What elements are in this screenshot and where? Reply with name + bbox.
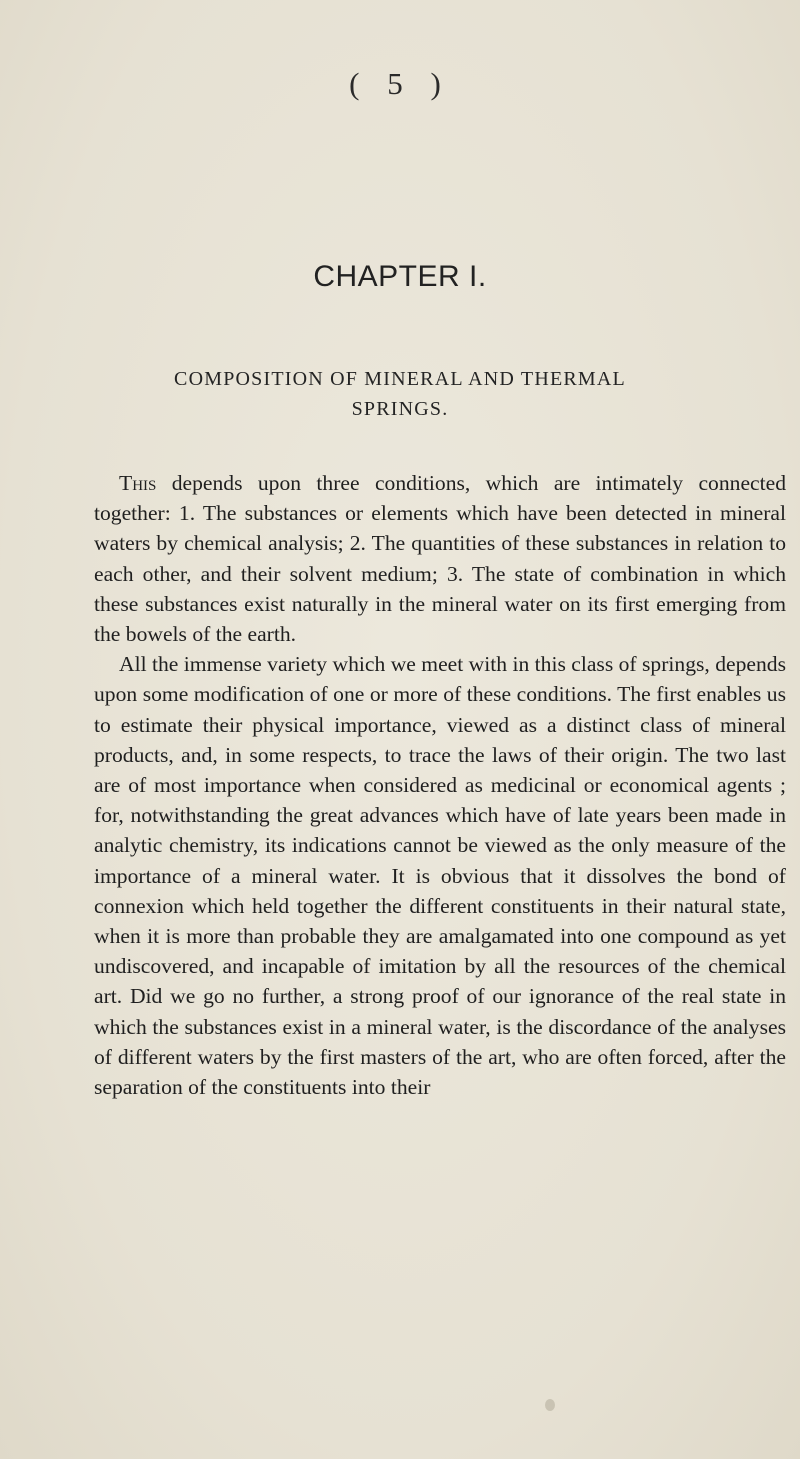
page-number: ( 5 ) bbox=[349, 66, 451, 101]
paper-speck bbox=[545, 1399, 555, 1411]
section-title-line-2: SPRINGS. bbox=[351, 398, 449, 420]
paragraph-2: All the immense variety which we meet with in this class of springs, depends upon some modification of one or more of these conditions. The first enables us to estimate their physical importance, viewed as a distinct class of mineral products, and, in some respects, to trace the laws of their origin. The two last are of most importance when considered as medicinal or economical agents ; for, notwithstanding the great advances which have of late years been made in analytic chemistry, its indications cannot be viewed as the only measure of the importance of a mineral water. It is obvious that it dissolves the bond of connexion which held together the different constituents in their natural state, when it is more than probable they are amalgamated into one compound as yet undiscovered, and incapable of imitation by all the resources of the chemical art. Did we go no further, a strong proof of our ignorance of the real state in which the substances exist in a mineral water, is the discordance of the analyses of different waters by the first masters of the art, who are often forced, after the separation of the constituents into their bbox=[94, 652, 786, 1100]
section-title-line-1: COMPOSITION OF MINERAL AND THERMAL bbox=[174, 368, 626, 390]
paragraph-1-text: depends upon three conditions, which are intimately connected together: 1. The substances or elements which have been detected in mineral waters by chemical analysis; 2. The quantities of these substances in relation to each other, and their solvent medium; 3. The state of combination in which these substances exist naturally in the mineral water on its first emerging from the bowels of the earth. bbox=[94, 471, 786, 647]
paragraph-1 bbox=[94, 468, 786, 649]
chapter-title: CHAPTER I. bbox=[313, 260, 487, 293]
section-title bbox=[120, 364, 680, 424]
body-text bbox=[94, 468, 786, 1102]
paragraph-1-lead-word: This bbox=[119, 471, 157, 495]
